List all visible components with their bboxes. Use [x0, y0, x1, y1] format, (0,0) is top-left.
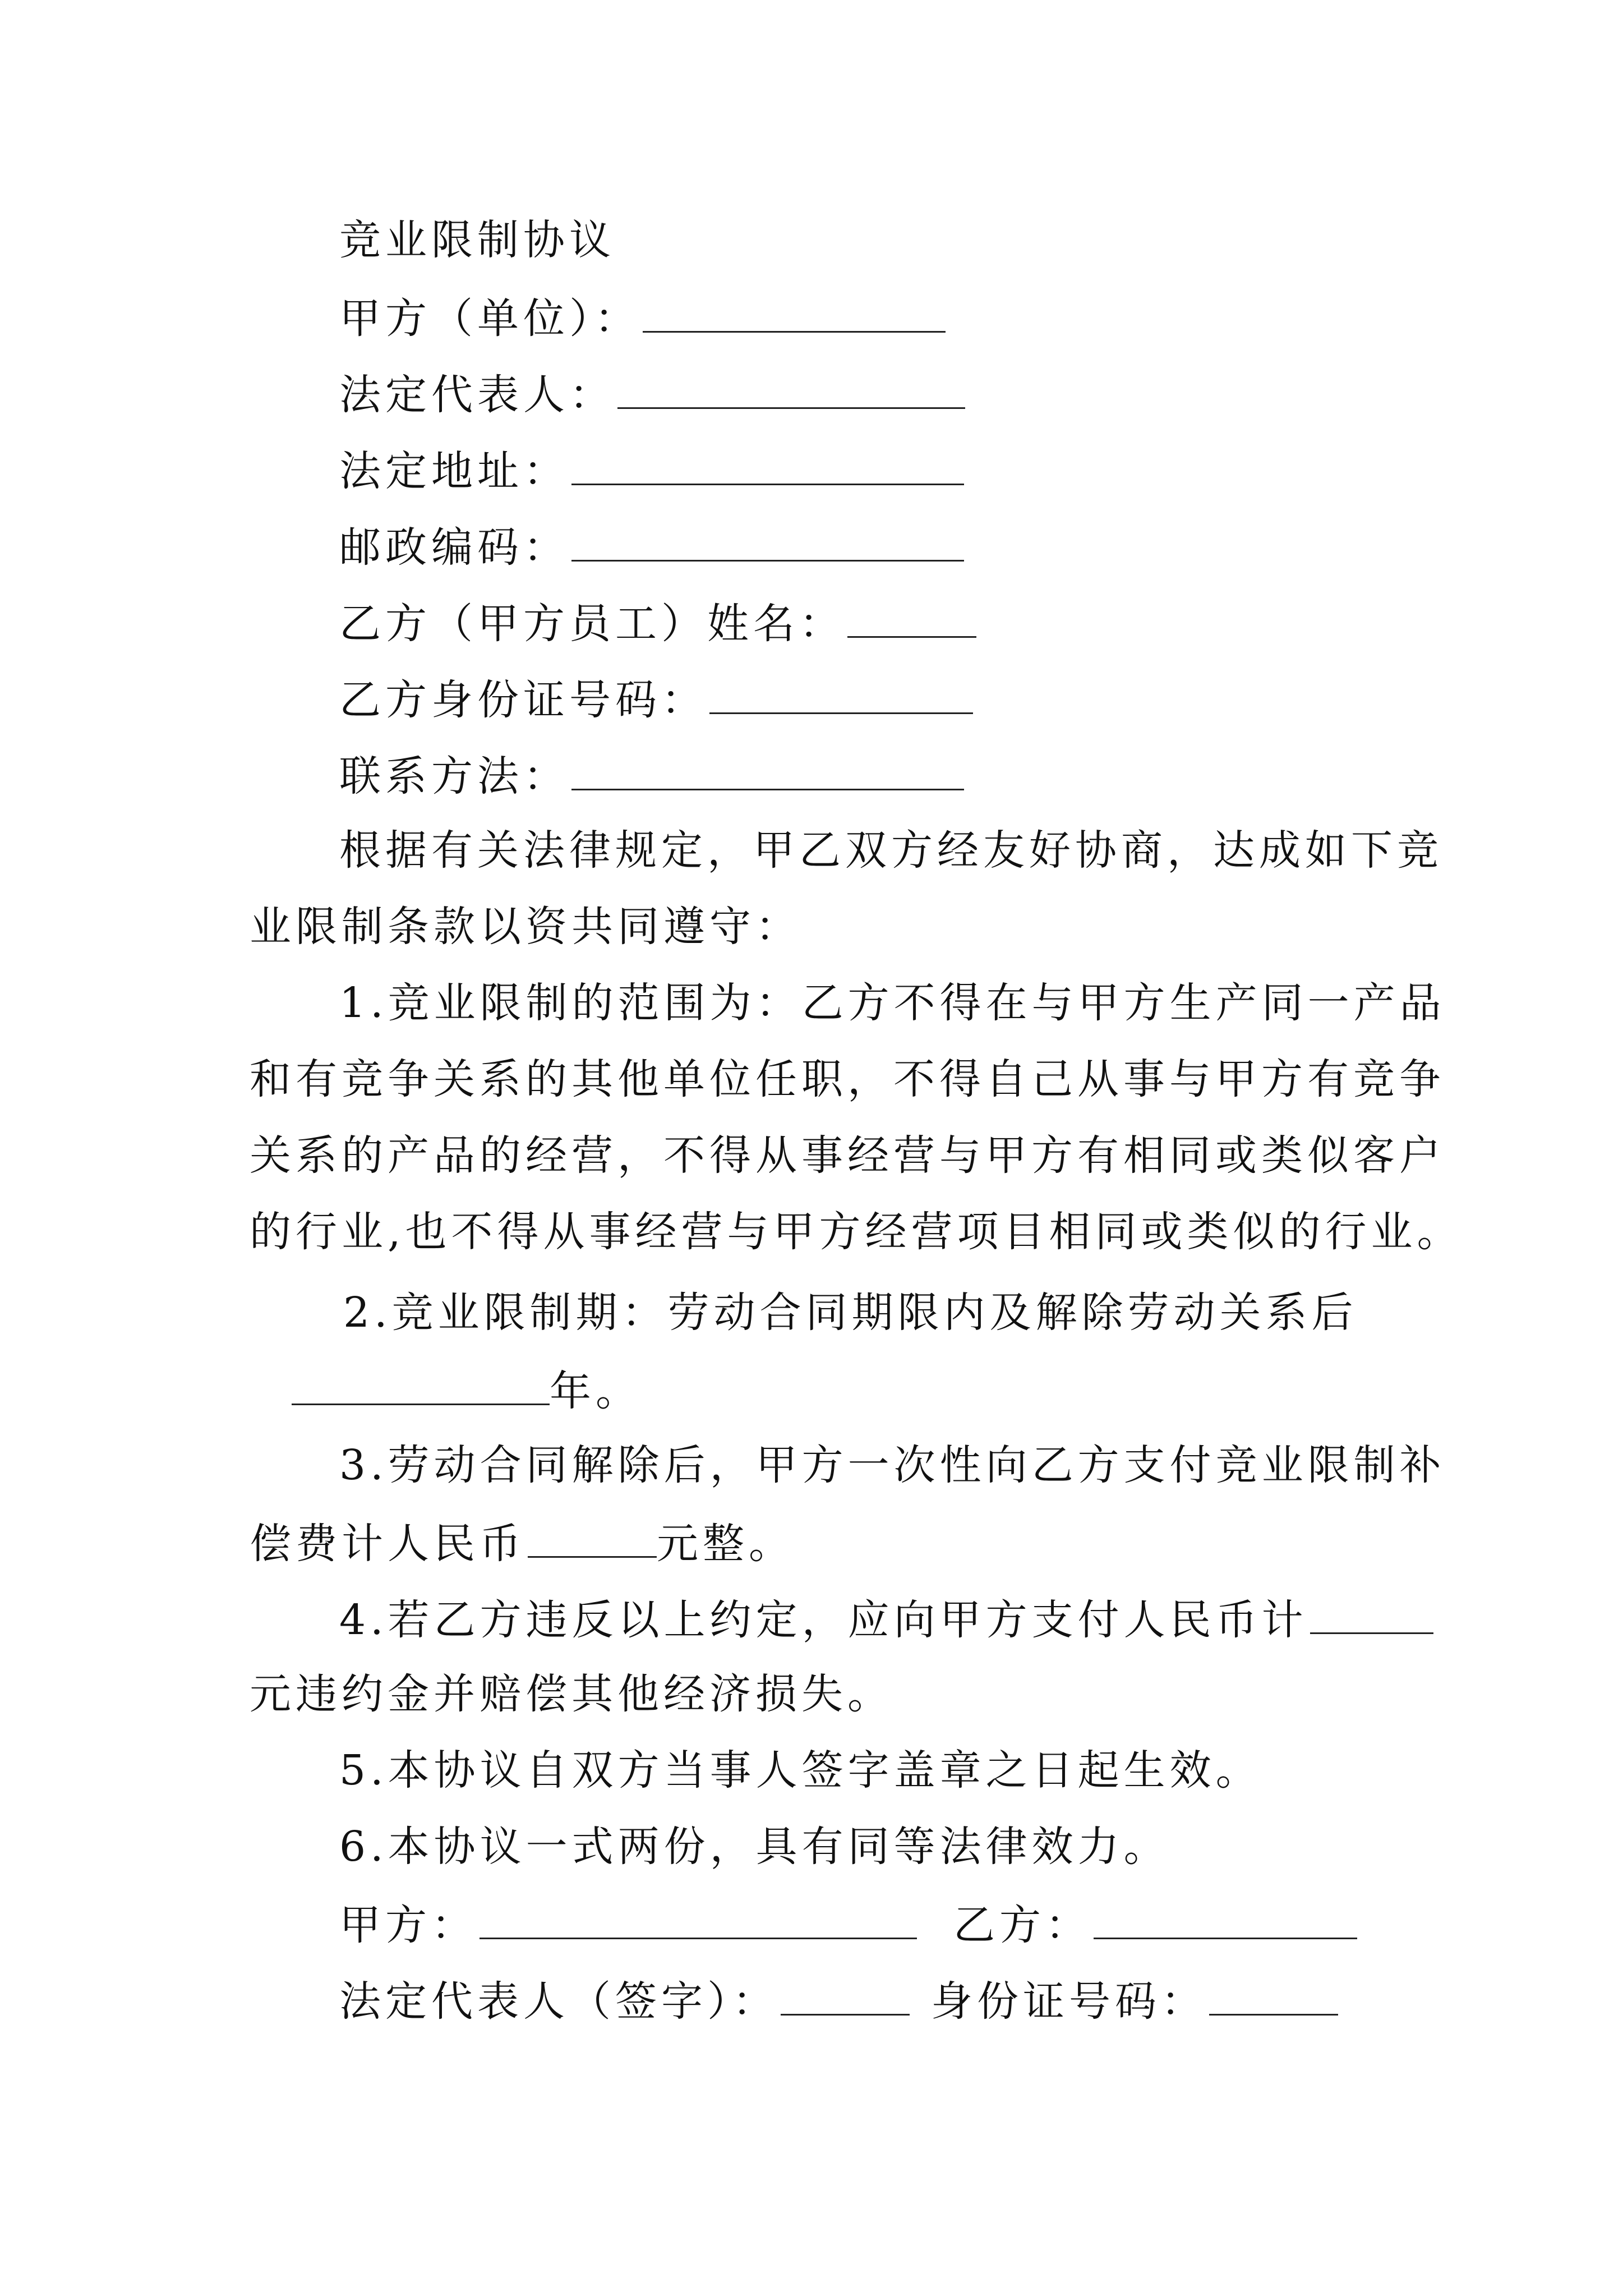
party-b-contact-blank[interactable]	[571, 747, 964, 790]
clause-4-line-2: 元违约金并赔偿其他经济损失。	[250, 1670, 893, 1718]
party-a-unit-field: 甲方（单位）：	[339, 289, 946, 346]
party-b-id-field: 乙方身份证号码：	[339, 671, 973, 727]
party-b-name-field: 乙方（甲方员工）姓名：	[339, 595, 976, 651]
clause-5: 5.本协议自双方当事人签字盖章之日起生效。	[339, 1746, 1262, 1795]
signature-rep-blank[interactable]	[781, 1972, 910, 2016]
clause-3-amount-blank[interactable]	[528, 1515, 657, 1558]
intro-line-1: 根据有关法律规定，甲乙双方经友好协商，达成如下竞	[339, 826, 1443, 875]
signature-party-b: 乙方：	[953, 1896, 1357, 1952]
party-a-rep-field: 法定代表人：	[339, 366, 965, 422]
party-a-address-field: 法定地址：	[339, 442, 964, 498]
clause-2-line-2: 年。	[292, 1362, 642, 1418]
intro-line-2: 业限制条款以资共同遵守：	[250, 903, 801, 951]
clause-1-line-3: 关系的产品的经营，不得从事经营与甲方有相同或类似客户	[250, 1131, 1445, 1180]
signature-rep: 法定代表人（签字）：	[339, 1972, 910, 2028]
signature-id-blank[interactable]	[1209, 1972, 1338, 2016]
clause-1-line-1: 1.竞业限制的范围为：乙方不得在与甲方生产同一产品	[339, 979, 1446, 1027]
clause-3-line-2: 偿费计人民币 元整。	[250, 1515, 795, 1571]
party-a-postcode-blank[interactable]	[571, 518, 964, 562]
clause-2-years-blank[interactable]	[292, 1362, 550, 1405]
clause-6: 6.本协议一式两份，具有同等法律效力。	[339, 1823, 1170, 1871]
signature-party-b-blank[interactable]	[1094, 1896, 1357, 1939]
signature-id: 身份证号码：	[931, 1972, 1338, 2028]
party-a-postcode-field: 邮政编码：	[339, 518, 964, 574]
clause-4-penalty-blank[interactable]	[1310, 1591, 1433, 1634]
signature-party-a: 甲方：	[339, 1896, 917, 1952]
party-b-id-blank[interactable]	[709, 671, 973, 714]
clause-1-line-2: 和有竞争关系的其他单位任职，不得自己从事与甲方有竞争	[250, 1055, 1445, 1103]
clause-2-line-1: 2.竞业限制期：劳动合同期限内及解除劳动关系后	[343, 1289, 1358, 1337]
clause-1-line-4: 的行业,也不得从事经营与甲方经营项目相同或类似的行业。	[250, 1208, 1463, 1256]
party-a-address-blank[interactable]	[571, 442, 964, 485]
signature-party-a-blank[interactable]	[479, 1896, 917, 1939]
party-a-rep-blank[interactable]	[617, 366, 965, 409]
document-title: 竞业限制协议	[339, 216, 615, 264]
party-b-name-blank[interactable]	[847, 595, 976, 638]
party-b-contact-field: 联系方法：	[339, 747, 964, 803]
clause-3-line-1: 3.劳动合同解除后，甲方一次性向乙方支付竞业限制补	[339, 1441, 1446, 1489]
clause-4-line-1: 4.若乙方违反以上约定，应向甲方支付人民币计	[339, 1591, 1433, 1647]
party-a-unit-blank[interactable]	[643, 289, 946, 333]
